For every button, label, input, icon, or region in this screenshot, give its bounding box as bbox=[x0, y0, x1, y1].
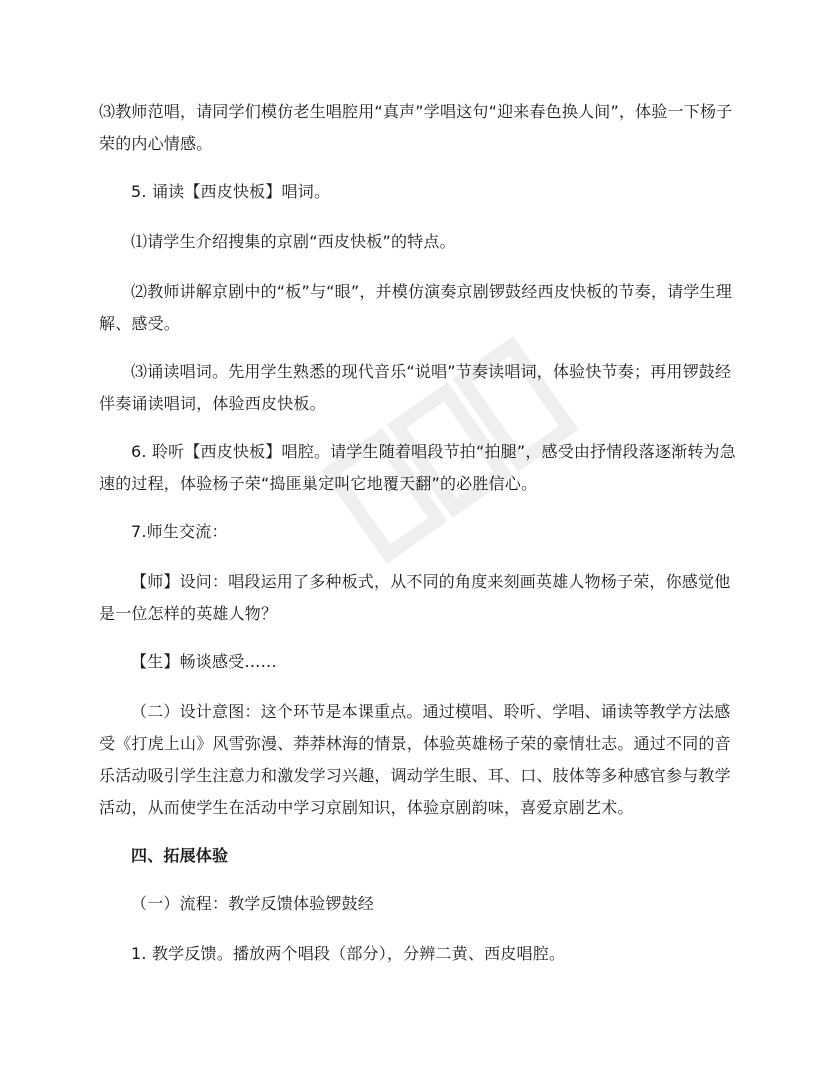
paragraph-item-2: ⑵教师讲解京剧中的“板”与“眼”，并模仿演奏京剧锣鼓经西皮快板的节奏，请学生理解、感受。 bbox=[99, 282, 732, 333]
paragraph-heading-5: 5. 诵读【西皮快板】唱词。 bbox=[131, 182, 331, 201]
paragraph-heading-6: 6. 聆听【西皮快板】唱腔。请学生随着唱段节拍“拍腿”，感受由抒情段落逐渐转为急速的过程，体验杨子荣“捣匪巢定叫它地覆天翻”的必胜信心。 bbox=[99, 442, 736, 493]
paragraph-flow: （一）流程：教学反馈体验锣鼓经 bbox=[131, 894, 375, 913]
paragraph-design-intent: （二）设计意图：这个环节是本课重点。通过模唱、聆听、学唱、诵读等教学方法感受《打虎上山》风雪弥漫、莽莽林海的情景，体验英雄杨子荣的豪情壮志。通过不同的音乐活动吸引学生注意力和激发学习兴趣，调动学生眼、耳、口、肢体等多种感官参与教学活动，从而使学生在活动中学习京剧知识，体验京剧韵味，喜爱京剧艺术。 bbox=[99, 702, 731, 817]
paragraph-heading-7: 7.师生交流： bbox=[131, 522, 228, 541]
paragraph-item-1: ⑴请学生介绍搜集的京剧“西皮快板”的特点。 bbox=[131, 232, 456, 251]
paragraph-item-3: ⑶诵读唱词。先用学生熟悉的现代音乐“说唱”节奏读唱词，体验快节奏；再用锣鼓经伴奏诵读唱词，体验西皮快板。 bbox=[99, 362, 732, 413]
paragraph-feedback: 1. 教学反馈。播放两个唱段（部分），分辨二黄、西皮唱腔。 bbox=[131, 944, 566, 963]
paragraph-student-answer: 【生】畅谈感受…… bbox=[131, 652, 277, 671]
paragraph-fan-chang: ⑶教师范唱，请同学们模仿老生唱腔用“真声”学唱这句“迎来春色换人间”，体验一下杨子荣的内心情感。 bbox=[99, 102, 733, 153]
paragraph-teacher-question: 【师】设问：唱段运用了多种板式，从不同的角度来刻画英雄人物杨子荣，你感觉他是一位怎样的英雄人物？ bbox=[99, 572, 731, 623]
section-heading-extension: 四、拓展体验 bbox=[131, 846, 229, 865]
